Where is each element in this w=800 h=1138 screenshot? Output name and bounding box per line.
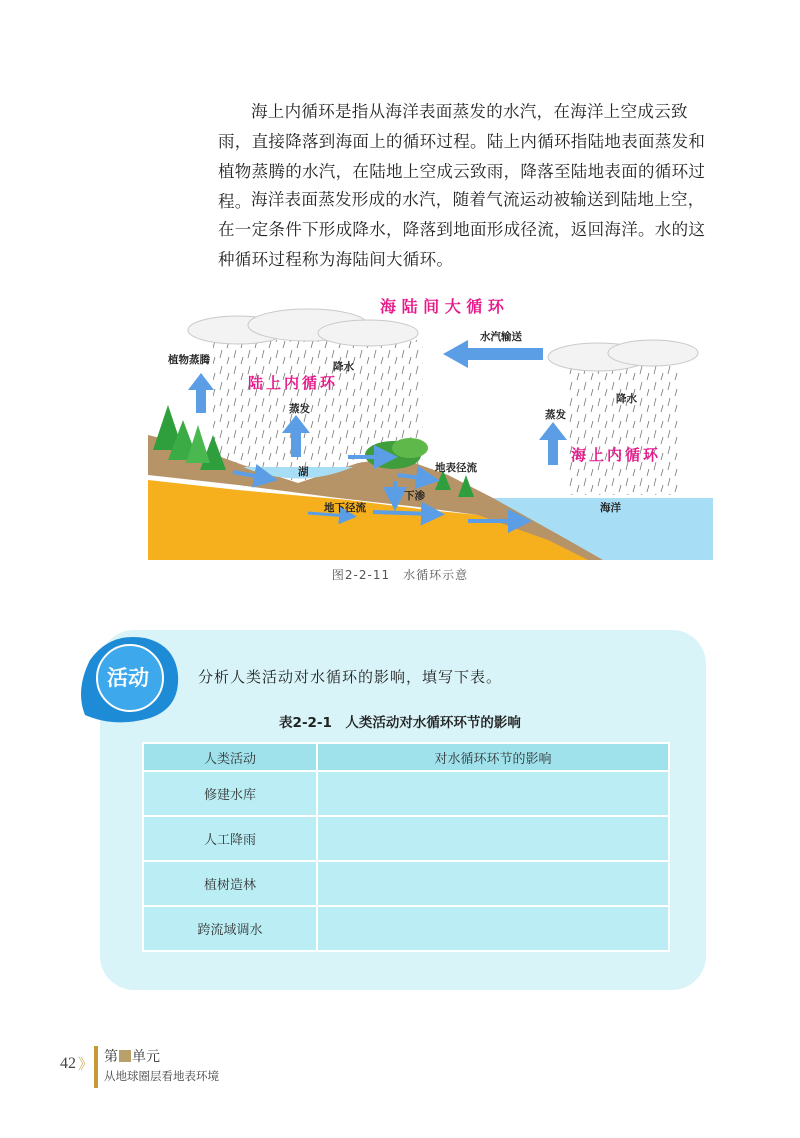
row-impact-field[interactable] (317, 771, 669, 816)
sea-rain (568, 365, 678, 495)
ocean-label: 海洋 (600, 502, 621, 514)
evaporation-sea-arrow (539, 422, 567, 465)
row-activity: 植树造林 (143, 861, 317, 906)
unit-suffix: 单元 (132, 1049, 160, 1065)
evaporation-sea-label: 蒸发 (545, 409, 566, 421)
page-number: 42 (60, 1055, 76, 1072)
table-row (143, 771, 669, 816)
header-activity: 人类活动 (143, 743, 317, 771)
impact-table (142, 742, 670, 952)
table-header-row (143, 743, 669, 771)
infiltration-label: 下渗 (404, 490, 425, 502)
row-impact-field[interactable] (317, 861, 669, 906)
groundwater-arrow-1 (373, 512, 433, 514)
table-row (143, 816, 669, 861)
precipitation-sea-label: 降水 (616, 393, 637, 405)
figure-caption: 图2-2-11 水循环示意 (331, 568, 469, 582)
table-row (143, 906, 669, 951)
footer-divider (94, 1046, 98, 1088)
surface-runoff-label: 地表径流 (435, 462, 477, 474)
diagram-title: 海 陆 间 大 循 环 (380, 297, 504, 316)
groundwater-runoff-label: 地下径流 (324, 502, 366, 514)
evaporation-land-label: 蒸发 (289, 403, 310, 415)
activity-label: 活动 (107, 666, 149, 690)
paragraph-text: 海洋表面蒸发形成的水汽，随着气流运动被输送到陆地上空，在一定条件下形成降水，降落到地面形成径流，返回海洋。水的这种循环过程称为海陆间大循环。 (218, 190, 706, 269)
transpiration-label: 植物蒸腾 (168, 354, 210, 366)
land-cycle-label: 陆上内循环 (248, 374, 339, 392)
unit-title (104, 1046, 160, 1066)
header-impact: 对水循环环节的影响 (317, 743, 669, 771)
row-activity: 修建水库 (143, 771, 317, 816)
activity-instruction: 分析人类活动对水循环的影响，填写下表。 (198, 668, 503, 686)
unit-number-block (119, 1050, 131, 1062)
sea-cycle-label: 海上内循环 (571, 446, 662, 464)
table-row (143, 861, 669, 906)
paragraph-text: 海上内循环是指从海洋表面蒸发的水汽，在海洋上空成云致雨，直接降落到海面上的循环过程。陆上内循环指陆地表面蒸发和植物蒸腾的水汽，在陆地上空成云致雨，降落至陆地表面的循环过程。 (218, 102, 706, 211)
table-title: 表2-2-1 人类活动对水循环环节的影响 (279, 715, 521, 731)
unit-subtitle: 从地球圈层看地表环境 (104, 1069, 219, 1083)
transpiration-arrow (188, 373, 214, 413)
precipitation-land-label: 降水 (333, 361, 354, 373)
lake-label: 湖 (298, 466, 309, 478)
paragraph-sea-land-cycle (218, 185, 713, 275)
row-activity: 跨流域调水 (143, 906, 317, 951)
vapor-transport-arrow (443, 340, 543, 368)
row-activity: 人工降雨 (143, 816, 317, 861)
water-cycle-diagram (148, 285, 713, 560)
unit-prefix: 第 (104, 1049, 118, 1065)
vapor-transport-label: 水汽输送 (480, 331, 522, 343)
row-impact-field[interactable] (317, 816, 669, 861)
row-impact-field[interactable] (317, 906, 669, 951)
page-arrows-icon: 》 (78, 1055, 94, 1073)
